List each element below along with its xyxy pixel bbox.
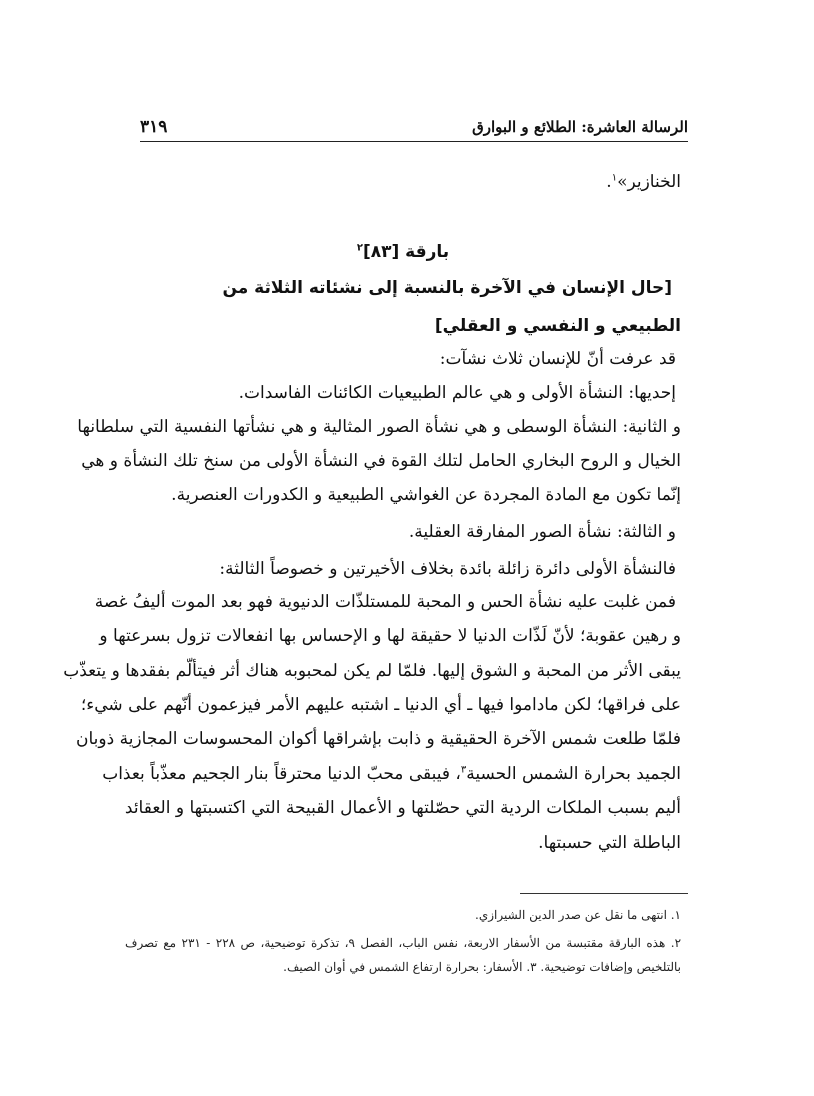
paragraph-line: فالنشأة الأولى دائرة زائلة بائدة بخلاف الأخيرتين و خصوصاً الثالثة: [219,559,676,579]
paragraph-line: الجميد بحرارة الشمس الحسية$^٣$، فيبقى محبّ الدنيا محترقاً بنار الجحيم معذّباً بعذاب [102,764,681,784]
page-number: ٣١٩ [140,117,168,137]
running-title: الرسالة العاشرة: الطلائع و البوارق [472,118,688,136]
paragraph-line: قد عرفت أنّ للإنسان ثلاث نشآت: [439,349,676,369]
footnote-ref-2[interactable]: ٢ [356,242,363,254]
footnote-ref-3[interactable]: ٣ [460,764,467,776]
paragraph-line: أليم بسبب الملكات الردية التي حصّلتها و الأعمال القبيحة التي اكتسبتها و العقائد [124,798,681,818]
header-rule [140,141,688,142]
footnote-2-3: بالتلخيص وإضافات توضيحية. ٣. الأسفار: بحرارة ارتفاع الشمس في أوان الصيف. [283,960,681,974]
paragraph-line: إحديها: النشأة الأولى و هي عالم الطبيعيات الكائنات الفاسدات. [238,383,676,403]
paragraph-line: الباطلة التي حسبتها. [538,833,681,853]
paragraph-line: يبقى الأثر من المحبة و الشوق إليها. فلمّا لم يكن لمحبوبه هناك أثر فيتألّم بفقدها و يتعذّب [63,661,681,681]
paragraph-line: على فراقها؛ لكن ماداموا فيها ـ أي الدنيا ـ اشتبه عليهم الأمر فيزعمون أنّهم على شيء؛ [80,695,681,715]
section-subtitle-2: الطبيعي و النفسي و العقلي] [434,316,681,336]
footnote-ref-1[interactable]: ١ [611,172,618,184]
footnote-rule [520,893,688,894]
opening-line: الخنازير»$^١$. [606,172,681,192]
paragraph-line: و رهين عقوبة؛ لأنّ لَذّات الدنيا لا حقيقة لها و الإحساس بها انفعالات تزول بسرعتها و [99,626,681,646]
paragraph-line: الخيال و الروح البخاري الحامل لتلك القوة في النشأة الأولى من سنخ تلك النشأة و هي [81,451,681,471]
section-title: بارقة [٨٣]$^٢$ [356,242,450,262]
footnote-2: ٢. هذه البارقة مقتبسة من الأسفار الاربعة، نفس الباب، الفصل ٩، تذكرة توضيحية، ص ٢٢٨ - ٢٣١ مع تصرف [125,936,682,950]
paragraph-line: فمن غلبت عليه نشأة الحس و المحبة للمستلذّات الدنيوية فهو بعد الموت أليفُ غصة [94,592,676,612]
paragraph-line: فلمّا طلعت شمس الآخرة الحقيقية و ذابت بإشراقها أكوان المحسوسات المجازية ذوبان [76,729,681,749]
page-header [140,116,688,138]
footnote-1: ١. انتهى ما نقل عن صدر الدين الشيرازي. [475,908,681,922]
section-subtitle-1: [حال الإنسان في الآخرة بالنسبة إلى نشئاته الثلاثة من [222,278,672,298]
paragraph-line: و الثانية: النشأة الوسطى و هي نشأة الصور المثالية و هي نشأتها النفسية التي سلطانها [77,417,681,437]
paragraph-line: و الثالثة: نشأة الصور المفارقة العقلية. [408,522,676,542]
paragraph-line: إنّما تكون مع المادة المجردة عن الغواشي الطبيعية و الكدورات العنصرية. [171,485,681,505]
